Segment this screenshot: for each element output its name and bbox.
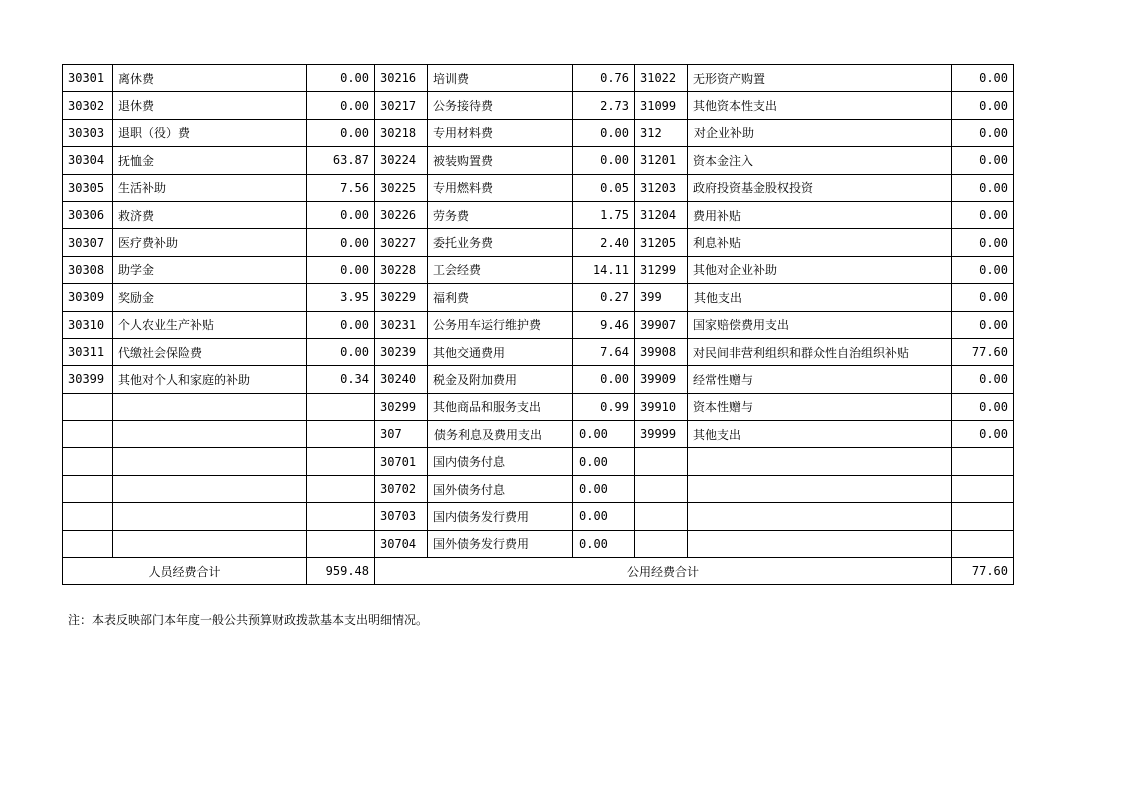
item-name: 专用材料费 <box>428 119 573 146</box>
item-code: 30240 <box>375 366 428 393</box>
item-amount <box>307 475 375 502</box>
item-code: 39908 <box>635 338 688 365</box>
item-name: 其他对企业补助 <box>688 256 952 283</box>
item-amount: 0.00 <box>952 284 1014 311</box>
item-amount <box>952 503 1014 530</box>
item-name <box>688 475 952 502</box>
item-amount: 0.00 <box>573 448 635 475</box>
item-code: 30216 <box>375 65 428 92</box>
item-amount: 0.00 <box>573 421 635 448</box>
item-code <box>635 503 688 530</box>
item-amount: 0.00 <box>307 201 375 228</box>
item-amount: 77.60 <box>952 338 1014 365</box>
item-code: 30310 <box>63 311 113 338</box>
public-total-value: 77.60 <box>952 558 1014 585</box>
item-name: 对企业补助 <box>688 119 952 146</box>
item-name <box>113 448 307 475</box>
item-code: 39910 <box>635 393 688 420</box>
item-amount: 0.00 <box>307 256 375 283</box>
item-name: 利息补贴 <box>688 229 952 256</box>
item-name <box>113 475 307 502</box>
item-code: 30399 <box>63 366 113 393</box>
table-row <box>63 530 1014 557</box>
table-row <box>63 201 1014 228</box>
item-amount: 0.05 <box>573 174 635 201</box>
item-amount: 0.00 <box>573 366 635 393</box>
table-body <box>63 65 1014 558</box>
item-amount: 0.00 <box>307 92 375 119</box>
item-name <box>113 503 307 530</box>
item-name: 债务利息及费用支出 <box>428 421 573 448</box>
item-amount: 7.56 <box>307 174 375 201</box>
item-name: 离休费 <box>113 65 307 92</box>
item-amount: 7.64 <box>573 338 635 365</box>
item-name <box>113 530 307 557</box>
item-amount: 2.40 <box>573 229 635 256</box>
item-amount: 1.75 <box>573 201 635 228</box>
item-name: 被装购置费 <box>428 147 573 174</box>
item-name: 救济费 <box>113 201 307 228</box>
item-amount: 0.00 <box>952 147 1014 174</box>
item-code: 39907 <box>635 311 688 338</box>
table-row <box>63 229 1014 256</box>
item-name: 医疗费补助 <box>113 229 307 256</box>
item-name: 个人农业生产补贴 <box>113 311 307 338</box>
item-code <box>635 530 688 557</box>
item-amount <box>952 448 1014 475</box>
item-amount: 0.76 <box>573 65 635 92</box>
item-amount: 2.73 <box>573 92 635 119</box>
item-name: 公务用车运行维护费 <box>428 311 573 338</box>
item-amount <box>952 475 1014 502</box>
item-name: 其他对个人和家庭的补助 <box>113 366 307 393</box>
item-amount: 0.00 <box>952 256 1014 283</box>
item-code: 30231 <box>375 311 428 338</box>
item-code: 30704 <box>375 530 428 557</box>
item-name: 退休费 <box>113 92 307 119</box>
item-amount: 14.11 <box>573 256 635 283</box>
item-amount: 0.00 <box>952 366 1014 393</box>
item-amount: 0.00 <box>952 201 1014 228</box>
item-amount <box>307 530 375 557</box>
item-code: 30702 <box>375 475 428 502</box>
item-amount: 0.00 <box>573 147 635 174</box>
item-name: 代缴社会保险费 <box>113 338 307 365</box>
item-code: 30228 <box>375 256 428 283</box>
item-code: 30703 <box>375 503 428 530</box>
item-amount: 0.00 <box>307 119 375 146</box>
item-name: 国外债务付息 <box>428 475 573 502</box>
item-code <box>63 475 113 502</box>
table-row <box>63 503 1014 530</box>
item-amount: 0.27 <box>573 284 635 311</box>
item-code <box>63 530 113 557</box>
item-amount: 0.00 <box>307 65 375 92</box>
item-amount <box>307 448 375 475</box>
item-code: 312 <box>635 119 688 146</box>
item-code: 30309 <box>63 284 113 311</box>
item-name: 助学金 <box>113 256 307 283</box>
table-row <box>63 421 1014 448</box>
item-amount <box>307 393 375 420</box>
item-code: 30307 <box>63 229 113 256</box>
item-amount: 0.00 <box>573 503 635 530</box>
item-name: 培训费 <box>428 65 573 92</box>
table-row <box>63 393 1014 420</box>
item-name <box>113 393 307 420</box>
personnel-total-label: 人员经费合计 <box>63 558 307 585</box>
item-name: 其他商品和服务支出 <box>428 393 573 420</box>
table-row <box>63 311 1014 338</box>
expenditure-detail-table <box>62 64 1014 585</box>
item-amount: 0.00 <box>952 65 1014 92</box>
item-name: 税金及附加费用 <box>428 366 573 393</box>
item-name <box>688 448 952 475</box>
item-code: 30303 <box>63 119 113 146</box>
item-amount <box>952 530 1014 557</box>
table-row <box>63 338 1014 365</box>
item-code: 30306 <box>63 201 113 228</box>
item-amount: 0.00 <box>307 338 375 365</box>
item-code: 31099 <box>635 92 688 119</box>
totals-row <box>63 558 1014 585</box>
item-code <box>63 421 113 448</box>
item-name <box>113 421 307 448</box>
item-name: 公务接待费 <box>428 92 573 119</box>
table-row <box>63 174 1014 201</box>
item-amount: 0.00 <box>307 311 375 338</box>
item-name: 国外债务发行费用 <box>428 530 573 557</box>
item-code: 30302 <box>63 92 113 119</box>
item-code: 30224 <box>375 147 428 174</box>
item-code: 31203 <box>635 174 688 201</box>
item-code: 30299 <box>375 393 428 420</box>
item-name: 资本金注入 <box>688 147 952 174</box>
item-code: 307 <box>375 421 428 448</box>
item-name: 费用补贴 <box>688 201 952 228</box>
table-row <box>63 475 1014 502</box>
item-name: 生活补助 <box>113 174 307 201</box>
item-code: 31205 <box>635 229 688 256</box>
item-amount <box>307 503 375 530</box>
item-code: 30308 <box>63 256 113 283</box>
item-code: 31022 <box>635 65 688 92</box>
item-amount: 63.87 <box>307 147 375 174</box>
item-code <box>63 503 113 530</box>
table-row <box>63 65 1014 92</box>
item-amount: 0.00 <box>952 119 1014 146</box>
item-code: 30226 <box>375 201 428 228</box>
item-code: 399 <box>635 284 688 311</box>
item-code: 30229 <box>375 284 428 311</box>
table-row <box>63 256 1014 283</box>
item-code: 31204 <box>635 201 688 228</box>
item-amount: 0.00 <box>952 311 1014 338</box>
item-name: 抚恤金 <box>113 147 307 174</box>
item-amount: 0.00 <box>573 530 635 557</box>
item-code: 30227 <box>375 229 428 256</box>
item-code <box>635 475 688 502</box>
item-code: 39999 <box>635 421 688 448</box>
item-name: 国内债务付息 <box>428 448 573 475</box>
item-code: 39909 <box>635 366 688 393</box>
table-note: 注：本表反映部门本年度一般公共预算财政拨款基本支出明细情况。 <box>68 613 429 627</box>
item-name: 无形资产购置 <box>688 65 952 92</box>
item-name: 政府投资基金股权投资 <box>688 174 952 201</box>
item-code <box>63 448 113 475</box>
item-name <box>688 503 952 530</box>
item-name: 其他支出 <box>688 421 952 448</box>
item-name: 对民间非营利组织和群众性自治组织补贴 <box>688 338 952 365</box>
item-amount: 0.00 <box>952 92 1014 119</box>
item-name: 国家赔偿费用支出 <box>688 311 952 338</box>
public-total-label: 公用经费合计 <box>375 558 952 585</box>
item-name: 奖励金 <box>113 284 307 311</box>
item-name: 其他支出 <box>688 284 952 311</box>
item-code <box>63 393 113 420</box>
item-amount: 0.00 <box>952 229 1014 256</box>
item-name: 福利费 <box>428 284 573 311</box>
table-row <box>63 119 1014 146</box>
table-row <box>63 366 1014 393</box>
item-name: 委托业务费 <box>428 229 573 256</box>
item-code: 30239 <box>375 338 428 365</box>
item-code: 30301 <box>63 65 113 92</box>
item-code: 30304 <box>63 147 113 174</box>
item-code: 30225 <box>375 174 428 201</box>
item-amount: 0.00 <box>952 421 1014 448</box>
item-amount: 0.00 <box>952 174 1014 201</box>
item-code <box>635 448 688 475</box>
item-amount: 0.00 <box>573 119 635 146</box>
item-name: 劳务费 <box>428 201 573 228</box>
item-name: 国内债务发行费用 <box>428 503 573 530</box>
table-row <box>63 448 1014 475</box>
item-amount: 0.00 <box>307 229 375 256</box>
item-amount <box>307 421 375 448</box>
item-code: 30218 <box>375 119 428 146</box>
item-name: 工会经费 <box>428 256 573 283</box>
item-name: 其他资本性支出 <box>688 92 952 119</box>
item-name: 退职（役）费 <box>113 119 307 146</box>
item-code: 30311 <box>63 338 113 365</box>
item-amount: 3.95 <box>307 284 375 311</box>
item-amount: 0.34 <box>307 366 375 393</box>
table-row <box>63 92 1014 119</box>
item-code: 30305 <box>63 174 113 201</box>
item-name: 专用燃料费 <box>428 174 573 201</box>
item-amount: 0.99 <box>573 393 635 420</box>
item-name <box>688 530 952 557</box>
item-name: 其他交通费用 <box>428 338 573 365</box>
table-row <box>63 284 1014 311</box>
table-row <box>63 147 1014 174</box>
item-code: 31201 <box>635 147 688 174</box>
item-name: 经常性赠与 <box>688 366 952 393</box>
item-amount: 0.00 <box>573 475 635 502</box>
item-name: 资本性赠与 <box>688 393 952 420</box>
item-amount: 0.00 <box>952 393 1014 420</box>
item-code: 30217 <box>375 92 428 119</box>
item-code: 30701 <box>375 448 428 475</box>
item-code: 31299 <box>635 256 688 283</box>
personnel-total-value: 959.48 <box>307 558 375 585</box>
item-amount: 9.46 <box>573 311 635 338</box>
